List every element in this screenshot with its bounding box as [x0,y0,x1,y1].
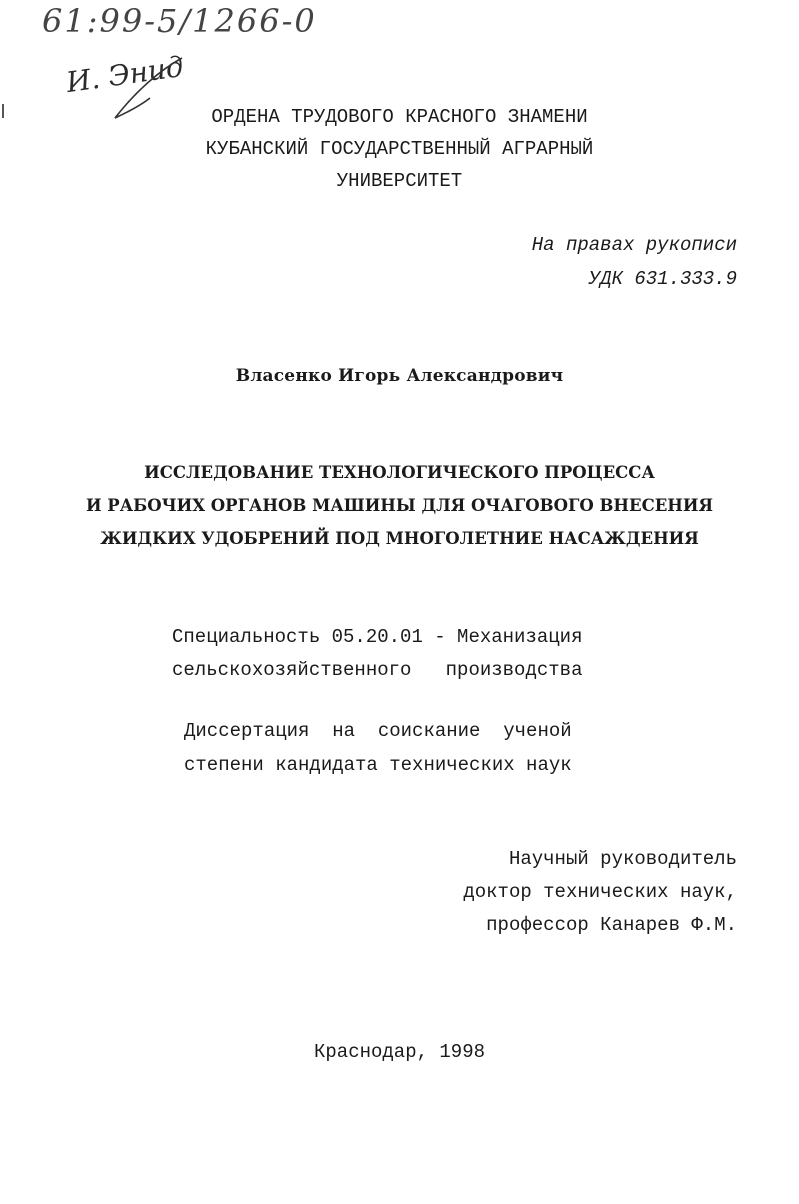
archive-stamp-handwriting: 61:99-5/1266-0 [42,2,317,40]
supervisor-name: профессор Канарев Ф.М. [486,914,737,936]
institution-line-3: УНИВЕРСИТЕТ [336,170,463,192]
title-line-3: ЖИДКИХ УДОБРЕНИЙ ПОД МНОГОЛЕТНИЕ НАСАЖДЕНИЯ [100,529,699,548]
degree-line-2: степени кандидата технических наук [184,754,572,776]
specialty-line-2: сельскохозяйственного производства [172,659,583,681]
title-line-2: И РАБОЧИХ ОРГАНОВ МАШИНЫ ДЛЯ ОЧАГОВОГО ВНЕСЕНИЯ [85,496,714,515]
handwritten-signature-note: И. Энид [64,49,186,100]
degree-line-1: Диссертация на соискание ученой [184,720,572,742]
supervisor-title: Научный руководитель [508,848,737,870]
supervisor-degree: доктор технических наук, [463,881,737,903]
place-and-year: Краснодар, 1998 [313,1041,486,1063]
udc-code: УДК 631.333.9 [588,268,737,290]
institution-line-1: ОРДЕНА ТРУДОВОГО КРАСНОГО ЗНАМЕНИ [211,106,588,128]
manuscript-rights: На правах рукописи [531,234,737,256]
institution-line-2: КУБАНСКИЙ ГОСУДАРСТВЕННЫЙ АГРАРНЫЙ [205,138,594,160]
author-name: Власенко Игорь Александрович [235,366,564,386]
specialty-line-1: Специальность 05.20.01 - Механизация [172,626,583,648]
title-line-1: ИССЛЕДОВАНИЕ ТЕХНОЛОГИЧЕСКОГО ПРОЦЕССА [144,463,655,482]
